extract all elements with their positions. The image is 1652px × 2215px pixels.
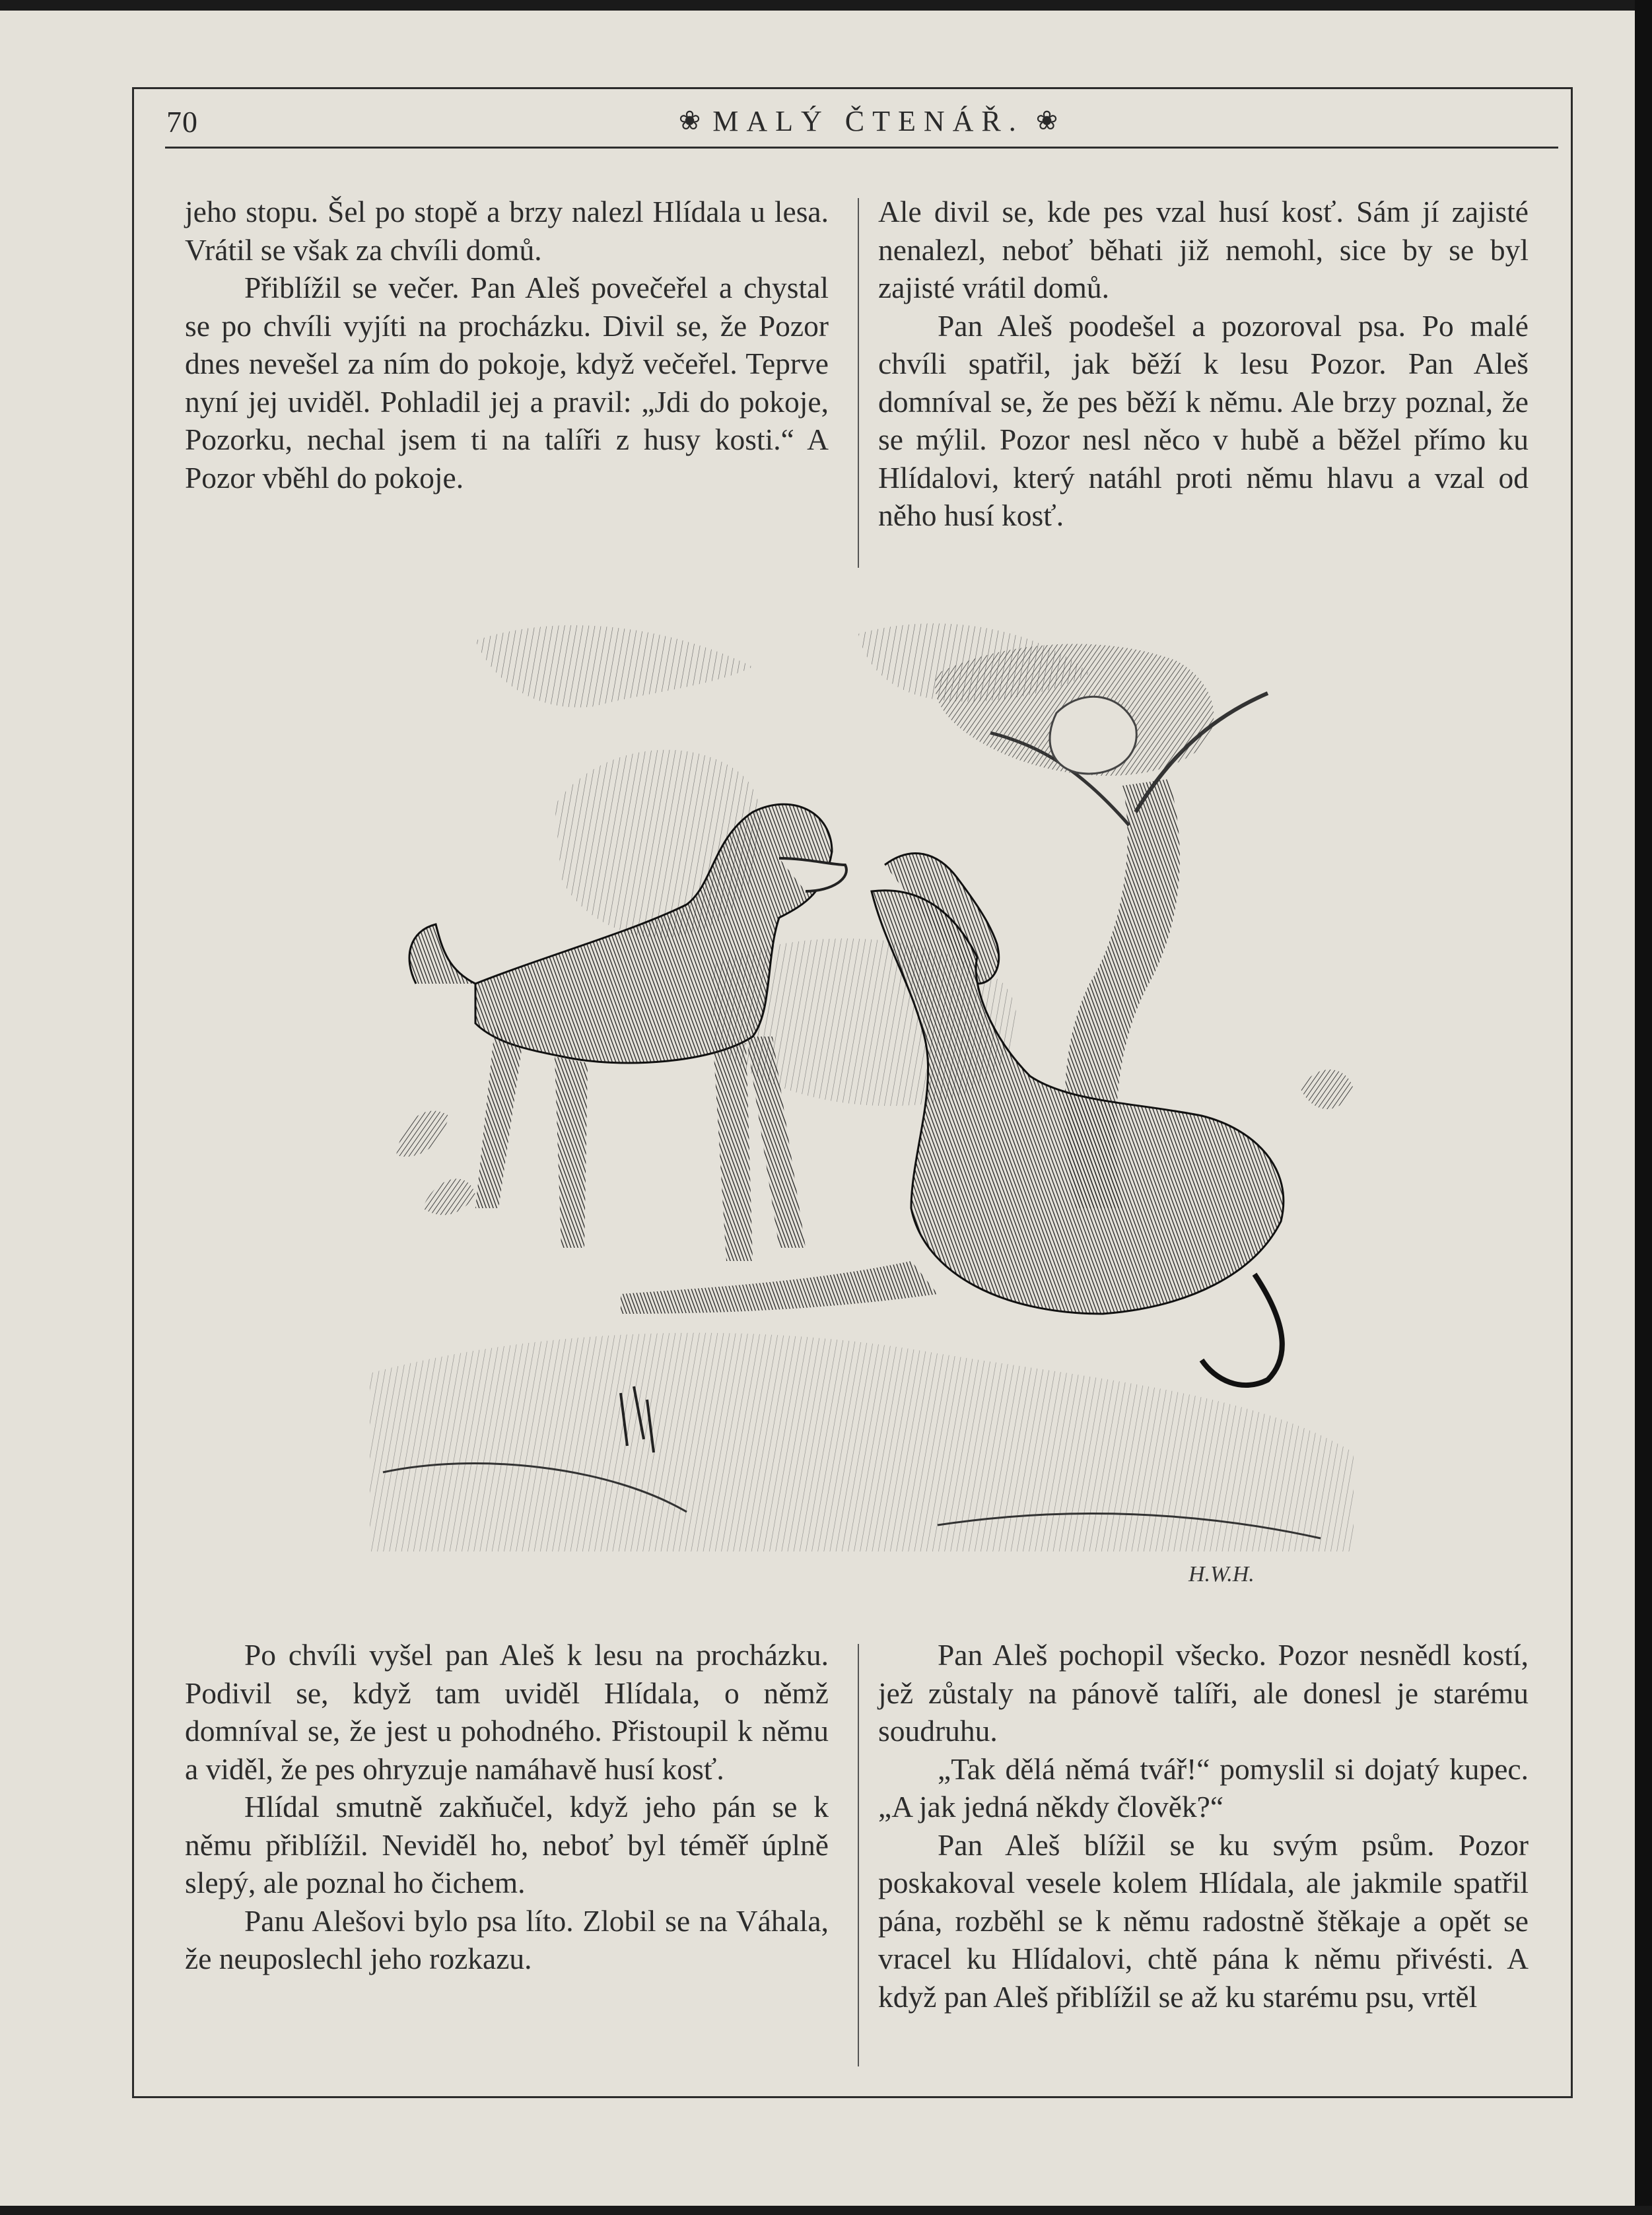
scan-edge (1635, 0, 1652, 2215)
ornament-right-icon: ❀ (1035, 106, 1058, 135)
header-rule (165, 147, 1558, 149)
column-rule (858, 198, 859, 568)
paragraph: jeho stopu. Šel po stopě a brzy nalezl Hlídala u lesa. Vrátil se však za chvíli domů. (185, 195, 829, 267)
scan-edge (0, 0, 1652, 11)
illustrator-signature: H.W.H. (1188, 1562, 1255, 1586)
scan-edge (0, 2206, 1652, 2215)
paragraph: Pan Aleš blížil se ku svým psům. Pozor poskakoval vesele kolem Hlídala, ale jakmile spatřil pána, rozběhl se k němu radostně štěkaje a opět se vracel ku Hlídalovi, chtě pána k němu přivésti. A když pan Aleš přiblížil se až ku starému psu, vrtěl (878, 1827, 1529, 2014)
paragraph: Pan Aleš poodešel a pozoroval psa. Po malé chvíli spatřil, jak běží k lesu Pozor. Pan Aleš domníval se, že pes běží k němu. Ale brzy poznal, že se mýlil. Pozor nesl něco v hubě a běžel přímo ku Hlídalovi, který natáhl proti němu hlavu a vzal od něho husí kosť. (878, 308, 1529, 532)
paragraph: Ale divil se, kde pes vzal husí kosť. Sám jí zajisté nenalezl, neboť běhati již nemohl, sice by se byl zajisté vrátil domů. (878, 195, 1529, 304)
paragraph: Hlídal smutně zakňučel, když jeho pán se k němu přiblížil. Neviděl ho, neboť byl téměř úplně slepý, ale poznal ho čichem. (185, 1790, 829, 1899)
text-column-bottom-left (185, 1636, 829, 1978)
text-column-top-right (878, 193, 1529, 535)
engraving-illustration (343, 614, 1380, 1591)
text-column-bottom-right (878, 1636, 1529, 2016)
paragraph: Panu Alešovi bylo psa líto. Zlobil se na Váhala, že neuposlechl jeho rozkazu. (185, 1903, 829, 1975)
page-number: 70 (166, 105, 198, 139)
paragraph: „Tak dělá němá tvář!“ pomyslil si dojatý kupec. „A jak jedná někdy člověk?“ (878, 1752, 1529, 1823)
ornament-left-icon: ❀ (678, 106, 701, 135)
column-rule (858, 1644, 859, 2066)
paragraph: Po chvíli vyšel pan Aleš k lesu na procházku. Podivil se, když tam uviděl Hlídala, o němž domníval se, že jest u pohodného. Přistoupil k němu a viděl, že pes ohryzuje namáhavě husí kosť. (185, 1638, 829, 1786)
running-header (627, 104, 1109, 138)
paragraph: Přiblížil se večer. Pan Aleš povečeřel a chystal se po chvíli vyjíti na procházku. Divil se, že Pozor dnes nevešel za ním do pokoje, když večeřel. Teprve nyní jej uviděl. Pohladil jej a pravil: „Jdi do pokoje, Pozorku, nechal jsem ti na talíři z husy kosti.“ A Pozor vběhl do pokoje. (185, 271, 829, 494)
paragraph: Pan Aleš pochopil všecko. Pozor nesnědl kostí, jež zůstaly na pánově talíři, ale donesl je starému soudruhu. (878, 1638, 1529, 1748)
running-title: MALÝ ČTENÁŘ. (712, 105, 1024, 137)
text-column-top-left (185, 193, 829, 496)
